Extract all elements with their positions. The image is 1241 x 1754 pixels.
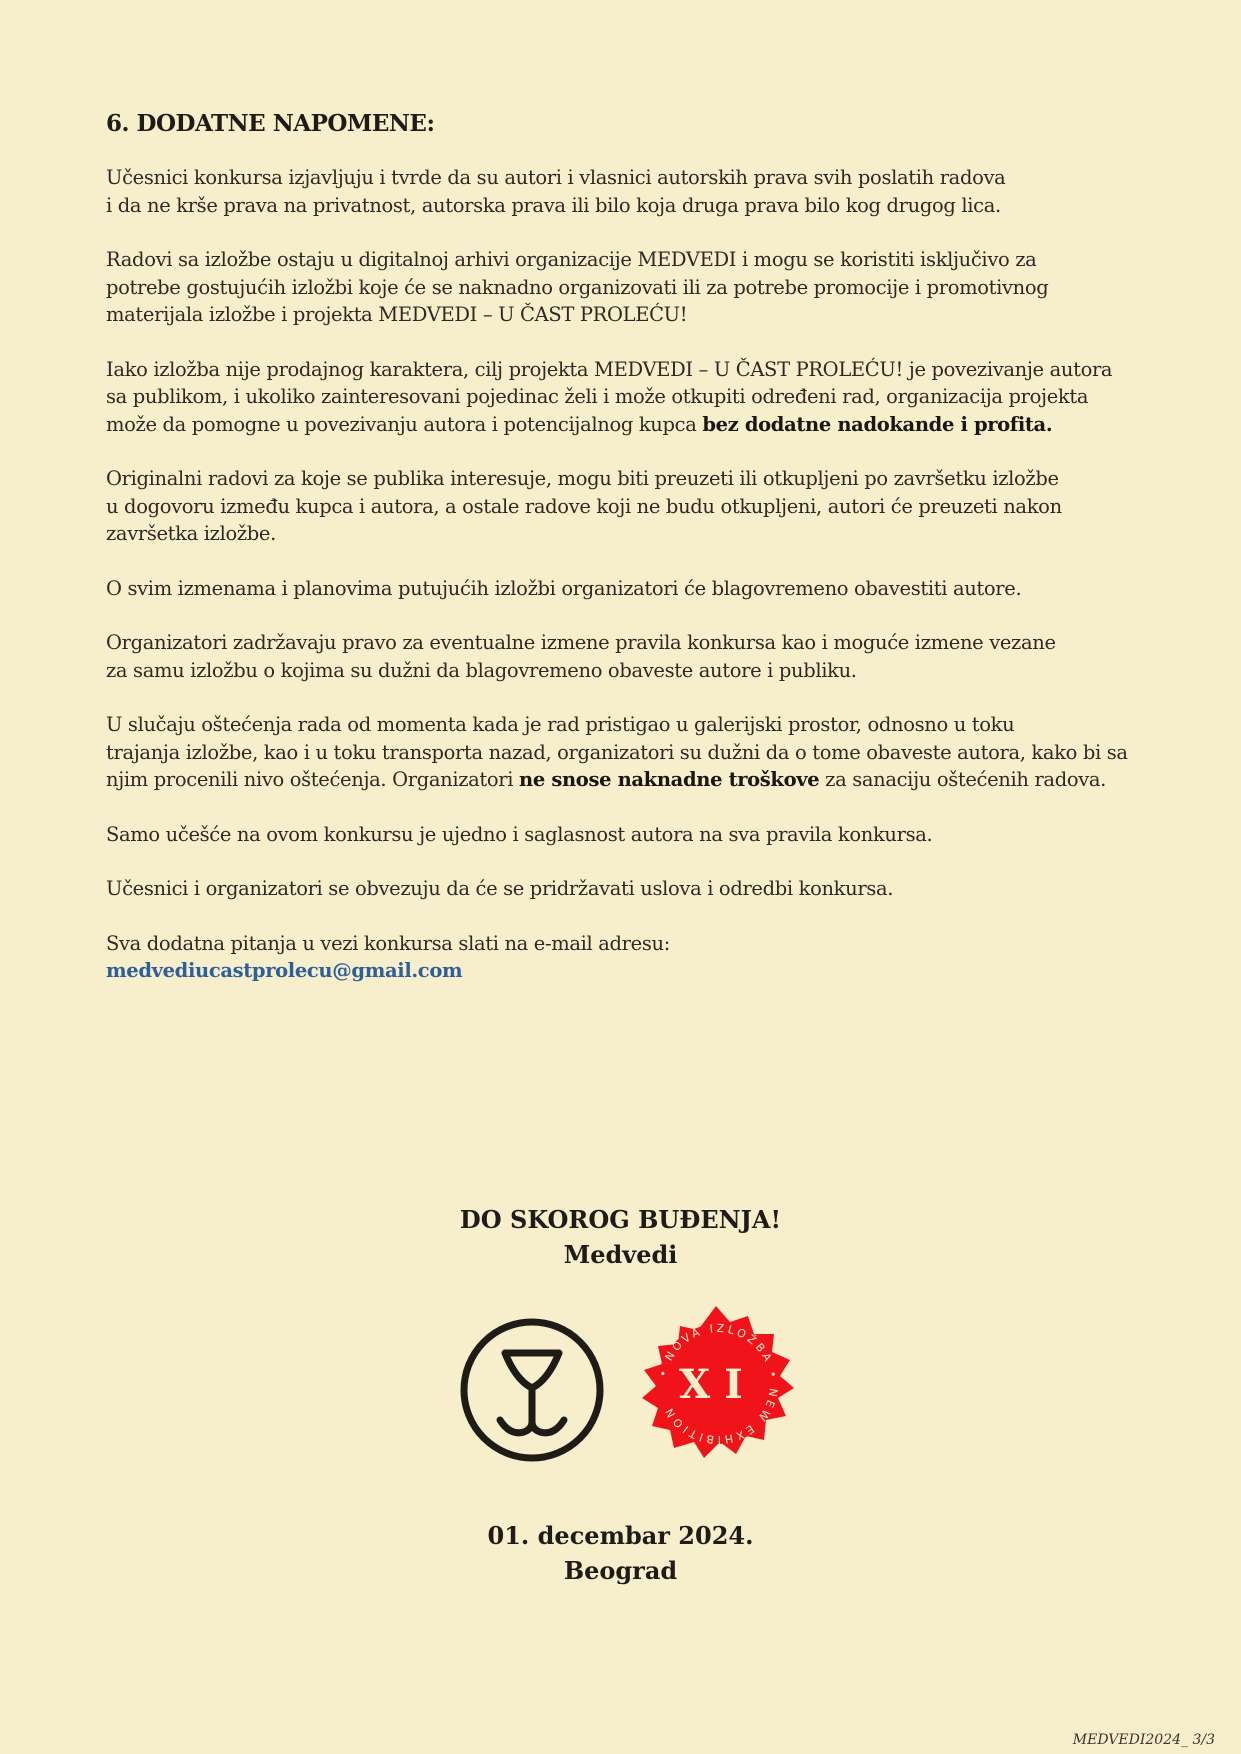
closing-line: DO SKOROG BUĐENJA! (459, 1205, 782, 1234)
emphasis-no-profit: bez dodatne nadokande i profita. (702, 412, 1053, 436)
text-line (106, 411, 1136, 439)
text-line: materijala izložbe i projekta MEDVEDI – U ČAST PROLEĆU! (106, 303, 688, 326)
medvedi-glass-icon (464, 1322, 600, 1458)
emphasis-no-costs: ne snose naknadne troškove (519, 768, 820, 791)
document-body (106, 110, 1136, 1012)
text-line: potrebe gostujućih izložbi koje će se naknadno organizovati ili za potrebe promocije i promotivnog (106, 275, 1049, 299)
text-line: Radovi sa izložbe ostaju u digitalnoj arhivi organizacije MEDVEDI i mogu se koristiti isključivo za (106, 248, 1037, 271)
text-line: Iako izložba nije prodajnog karaktera, cilj projekta MEDVEDI – U ČAST PROLEĆU! je povezivanje autora (106, 357, 1113, 381)
text-line: Originalni radovi za koje se publika interesuje, mogu biti preuzeti ili otkupljeni po završetku izložbe (106, 467, 1059, 490)
badge-ring-text: • NOVA IZLOŽBA • NEW EXHIBITION (656, 1321, 781, 1447)
paragraph-authorship (106, 164, 1136, 219)
text-line: Učesnici i organizatori se obvezuju da će se pridržavati uslova i odredbi konkursa. (106, 877, 894, 900)
xi-exhibition-badge (642, 1306, 794, 1458)
text-line: i da ne krše prava na privatnost, autorska prava ili bilo koja druga prava bilo kog drugog lica. (106, 193, 1001, 217)
text-line: trajanja izložbe, kao i u toku transporta nazad, organizatori su dužni da o tome obaveste autora, kako bi sa (106, 740, 1128, 764)
closing-date: 01. decembar 2024. (487, 1521, 754, 1550)
paragraph-damage (106, 711, 1136, 794)
closing-city: Beograd (563, 1556, 678, 1585)
closing-greeting (0, 1202, 1241, 1272)
text-line: Sva dodatna pitanja u vezi konkursa slati na e-mail adresu: (106, 931, 670, 955)
paragraph-changes-notice (106, 575, 1136, 603)
text-line: Organizatori zadržavaju pravo za eventualne izmene pravila konkursa kao i moguće izmene vezane (106, 631, 1056, 654)
text-line: u dogovoru između kupca i autora, a ostale radove koji ne budu otkupljeni, autori će preuzeti nakon (106, 494, 1062, 518)
paragraph-rule-changes (106, 629, 1136, 684)
badge-numeral: XI (679, 1361, 757, 1408)
contact-email-link[interactable]: medvediucastprolecu@gmail.com (106, 959, 463, 982)
paragraph-obligation (106, 875, 1136, 903)
text-line: Učesnici konkursa izjavljuju i tvrde da su autori i vlasnici autorskih prava svih poslatih radova (106, 166, 1006, 189)
closing-signature: Medvedi (563, 1240, 678, 1269)
text-line: Samo učešće na ovom konkursu je ujedno i saglasnost autora na sva pravila konkursa. (106, 822, 933, 846)
page-footer: MEDVEDI2024_ 3/3 (1072, 1732, 1215, 1748)
text-line: O svim izmenama i planovima putujućih izložbi organizatori će blagovremeno obavestiti autore. (106, 576, 1022, 600)
paragraph-sales (106, 356, 1136, 439)
section-heading: 6. DODATNE NAPOMENE: (106, 110, 435, 137)
paragraph-consent (106, 821, 1136, 849)
text-segment: njim procenili nivo oštećenja. Organizatori (106, 768, 520, 791)
text-line: završetka izložbe. (106, 522, 276, 545)
text-line: sa publikom, i ukoliko zainteresovani pojedinac želi i može otkupiti određeni rad, organizacija projekta (106, 385, 1089, 408)
text-segment: za sanaciju oštećenih radova. (819, 768, 1107, 791)
text-line (106, 766, 1136, 794)
paragraph-contact (106, 930, 1136, 985)
logo-row (458, 1302, 808, 1467)
date-place (0, 1518, 1241, 1588)
text-segment: može da pomogne u povezivanju autora i potencijalnog kupca (106, 412, 703, 436)
paragraph-originals (106, 465, 1136, 548)
text-line: za samu izložbu o kojima su dužni da blagovremeno obaveste autore i publiku. (106, 658, 857, 682)
paragraph-archive (106, 246, 1136, 329)
text-line: U slučaju oštećenja rada od momenta kada je rad pristigao u galerijski prostor, odnosno u toku (106, 713, 1015, 736)
